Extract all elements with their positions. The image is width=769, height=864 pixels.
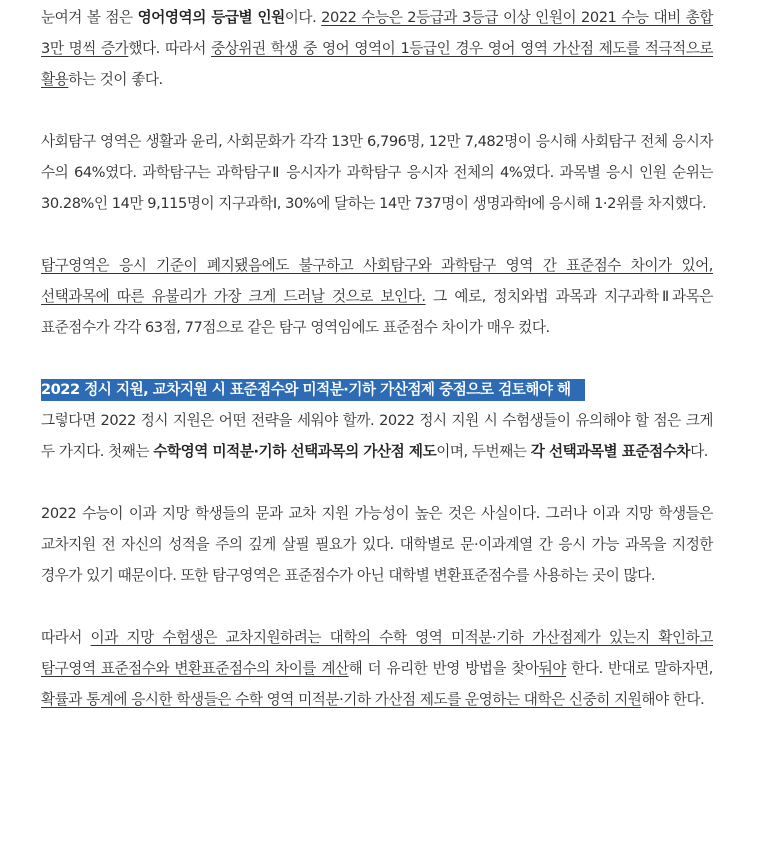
paragraph-spacer [41,219,713,250]
underlined-text: 이과 지망 수험생은 교차지원하려는 대학의 수학 영역 미적분·기하 가산점제가 있는지 확인하고 탐구영역 표준점수와 변환표준점수의 차이를 계산 [41,629,713,677]
paragraph-spacer [41,591,713,622]
text-segment: 이다. [284,9,322,26]
bold-text: 수학영역 미적분·기하 선택과목의 가산점 제도 [153,443,437,460]
paragraph-conclusion [41,622,713,715]
text-segment: 한다. 반대로 말하자면, [566,660,714,677]
paragraph-spacer [41,343,713,374]
section-heading: 2022 정시 지원, 교차지원 시 표준점수와 미적분·기하 가산점제 중점으로 검토해야 해 [41,379,585,401]
text-segment: 하는 것이 좋다. [68,71,163,88]
text-segment: 그 예로, 정치와법 과목과 지구과학Ⅱ과목은 표준점수가 각각 63점, 77점으로 같은 탐구 영역임에도 표준점수 차이가 매우 컸다. [41,288,713,336]
text-segment: 해 더 유리한 반영 방법을 찾아 [348,660,539,677]
paragraph-strategy [41,405,713,467]
text-segment: 따라서 [41,629,91,646]
underlined-text: 중상위권 학생 중 영어 영역이 1등급인 경우 영어 영역 가산점 제도를 적극적으로 활용 [41,40,714,88]
paragraph-inquiry-area [41,250,713,343]
text-segment: 눈여겨 볼 점은 [41,9,138,26]
article-body [0,2,769,864]
underlined-text: 둬야 [538,660,567,677]
bold-text: 각 선택과목별 표준점수차 [530,443,691,460]
underlined-text: 2022 수능은 2등급과 3등급 이상 인원이 2021 수능 대비 총합 3만 명씩 증가 [41,9,713,57]
paragraph-english-grade [41,2,713,95]
section-heading-row [41,374,713,405]
paragraph-spacer [41,467,713,498]
text-segment: 해야 한다. [641,691,705,708]
paragraph-social-science: 사회탐구 영역은 생활과 윤리, 사회문화가 각각 13만 6,796명, 12만 7,482명이 응시해 사회탐구 전체 응시자 수의 64%였다. 과학탐구는 과학탐구Ⅱ 응시자가 과학탐구 응시자 전체의 4%였다. 과목별 응시 인원 순위는 30.28%인 14만 9,115명이 지구과학Ⅰ, 30%에 달하는 14만 737명이 생명과학Ⅰ에 응시해 1·2위를 차지했다. [41,133,713,212]
text-segment: 했다. 따라서 [128,40,212,57]
paragraph-spacer [41,95,713,126]
paragraph-cross-application: 2022 수능이 이과 지망 학생들의 문과 교차 지원 가능성이 높은 것은 사실이다. 그러나 이과 지망 학생들은 교차지원 전 자신의 성적을 주의 깊게 살필 필요가 있다. 대학별로 문·이과계열 간 응시 가능 과목을 지정한 경우가 있기 때문이다. 또한 탐구영역은 표준점수가 아닌 대학별 변환표준점수를 사용하는 곳이 많다. [41,505,713,584]
bold-text: 영어영역의 등급별 인원 [137,9,285,26]
text-segment: 이며, 두번째는 [436,443,531,460]
text-segment: 다. [690,443,708,460]
underlined-text: 확률과 통계에 응시한 학생들은 수학 영역 미적분·기하 가산점 제도를 운영하는 대학은 신중히 지원 [41,691,642,708]
text-segment: 그렇다면 2022 정시 지원은 어떤 전략을 세워야 할까. 2022 정시 지원 시 수험생들이 유의해야 할 점은 크게 두 가지다. 첫째는 [41,412,713,460]
underlined-text: 탐구영역은 응시 기준이 폐지됐음에도 불구하고 사회탐구와 과학탐구 영역 간 표준점수 차이가 있어, 선택과목에 따른 유불리가 가장 크게 드러날 것으로 보인다. [41,257,713,305]
